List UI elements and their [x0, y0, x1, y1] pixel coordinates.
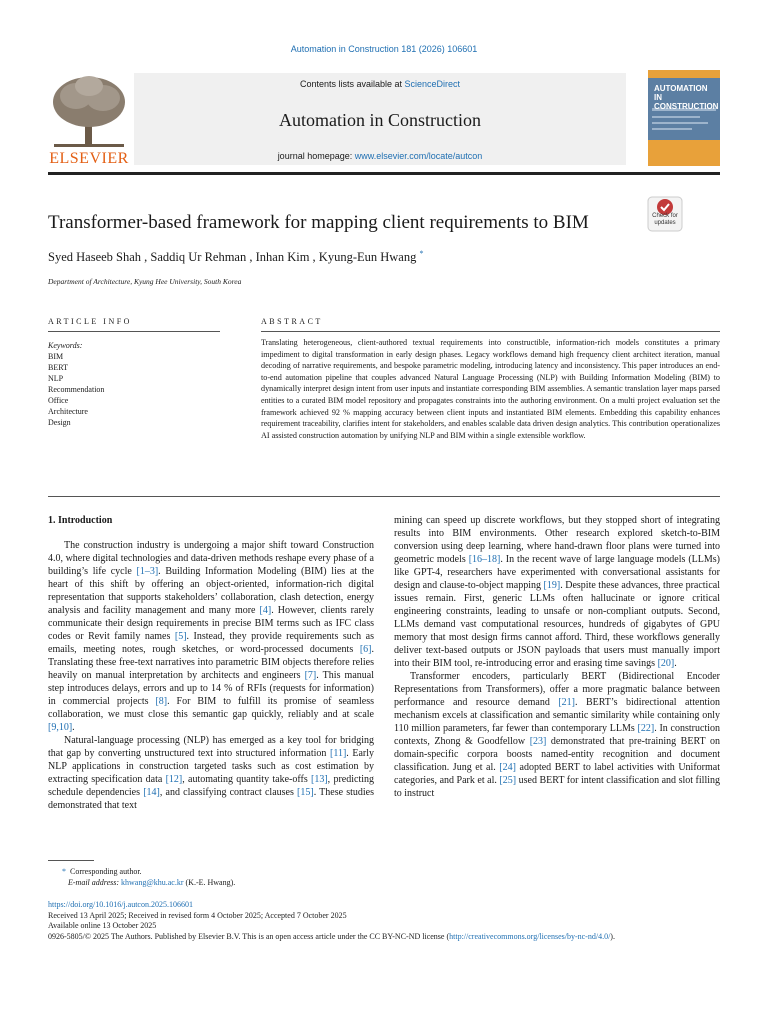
- license-suffix: ).: [610, 932, 615, 942]
- body-text: . BERT’s bidirectional attention mechanism excels at classification and semantic similarity while containing only 110 million parameters, far fewer than contemporary LLMs: [394, 697, 721, 734]
- license-line: [48, 932, 720, 943]
- journal-reference[interactable]: Automation in Construction 181 (2026) 106601: [290, 44, 478, 54]
- citation-link[interactable]: [25]: [499, 775, 517, 786]
- abstract-heading: ABSTRACT: [261, 317, 323, 326]
- corresponding-author-note: [48, 866, 720, 877]
- body-column-right: [394, 514, 720, 800]
- crossmark-line-1: Check for: [652, 213, 678, 219]
- keyword-item: BERT: [48, 363, 68, 372]
- keyword-item: Recommendation: [48, 385, 105, 394]
- header-rule: [48, 172, 720, 175]
- citation-link[interactable]: [6]: [359, 644, 372, 655]
- article-title: Transformer-based framework for mapping client requirements to BIM: [48, 212, 589, 233]
- homepage-prefix: journal homepage:: [277, 151, 355, 161]
- body-paragraph: [48, 734, 374, 812]
- crossmark-label: [642, 213, 688, 227]
- email-link[interactable]: khwang@khu.ac.kr: [121, 878, 184, 887]
- body-text: . However, clients rarely communicate their design requirements in precise BIM terms such as IFC class codes or Revit family names: [48, 605, 374, 642]
- citation-link[interactable]: [24]: [499, 762, 516, 773]
- citation-link[interactable]: [4]: [259, 605, 272, 616]
- body-text: The construction industry is undergoing a major shift toward Construction 4.0, where digital technologies and data-driven methods reshape every phase of a building’s life cycle: [48, 540, 374, 577]
- keyword-item: BIM: [48, 352, 64, 361]
- citation-link[interactable]: [23]: [529, 736, 547, 747]
- citation-link[interactable]: [22]: [637, 723, 655, 734]
- body-text: . In the recent wave of large language models (LLMs) like GPT-4, researchers have experimented with conversational assistants for design and clause-to-object mapping: [394, 554, 720, 591]
- body-rule: [48, 496, 720, 497]
- citation-link[interactable]: [19]: [543, 580, 561, 591]
- journal-title: Automation in Construction: [279, 110, 481, 130]
- body-text: . For BIM to fulfill its promise of seamless collaboration, we must close this semantic gap quickly, reliably and at scale: [48, 696, 374, 720]
- body-text: .: [674, 658, 677, 669]
- body-text: .: [72, 722, 75, 733]
- citation-link[interactable]: [8]: [155, 696, 168, 707]
- body-text: , automating quantity take-offs: [182, 774, 311, 785]
- citation-link[interactable]: [15]: [297, 787, 314, 798]
- citation-link[interactable]: [21]: [558, 697, 575, 708]
- footnote-mark[interactable]: *: [62, 867, 66, 876]
- keyword-item: Office: [48, 396, 69, 405]
- citation-link[interactable]: [1–3]: [136, 566, 159, 577]
- body-text: . These studies demonstrated that text: [48, 787, 375, 811]
- contents-line: [134, 79, 626, 89]
- license-link[interactable]: http://creativecommons.org/licenses/by-nc-nd/4.0/: [449, 932, 611, 942]
- footnote-rule: [48, 860, 94, 861]
- email-label: E-mail address:: [68, 878, 122, 887]
- available-online: Available online 13 October 2025: [48, 921, 157, 931]
- section-heading-introduction: 1. Introduction: [48, 515, 113, 526]
- citation-link[interactable]: [7]: [304, 670, 317, 681]
- publication-info: [48, 900, 720, 943]
- cover-title-line-2: CONSTRUCTION: [654, 102, 719, 111]
- body-text: Natural-language processing (NLP) has emerged as a key tool for bridging that gap by converting unstructured text into structured information: [48, 735, 374, 759]
- body-column-left: [48, 514, 374, 812]
- body-text: . Early NLP applications in construction targeted tasks such as cost estimation by extracting specification data: [48, 748, 374, 785]
- received-dates: Received 13 April 2025; Received in revised form 4 October 2025; Accepted 7 October 2025: [48, 910, 347, 920]
- license-prefix: 0926-5805/© 2025 The Authors. Published by Elsevier B.V. This is an open access article under the CC BY-NC-ND license (: [48, 932, 450, 942]
- abstract-text: Translating heterogeneous, client-authored textual requirements into constructible, information-rich models constitutes a primary impediment to digital transformation in early design phases. Legacy workflows demand high frequency client architect iteration, manual decoding of narrative requirements, and bespoke parametric modeling, introducing latency and inconsistency. This paper introduces an end-to-end automation pipeline that couples advanced Natural Language Processing (NLP) with Building Information Modeling (BIM) to dynamically interpret design intent from user inputs and instantiate corresponding BIM assemblies. A semantic translation layer maps parsed entities to a curated BIM model repository and propagates constraints into the authoring environment. On a multi project evaluation set the framework achieved 92 % mapping accuracy between client inputs and instantiated BIM elements. Embedding this capability enhances requirement traceability, clarifies intent for stakeholders, and enables scalable data driven design analytics. This contribution operationalizes AI assisted construction automation by unifying NLP and BIM within a single extensible workflow.: [261, 338, 720, 440]
- citation-link[interactable]: [13]: [311, 774, 328, 785]
- body-text: adopted BERT to label activities with Uniformat categories, and Park et al.: [394, 762, 720, 786]
- body-paragraph: [394, 514, 720, 670]
- keyword-item: Architecture: [48, 407, 88, 416]
- article-info-heading: ARTICLE INFO: [48, 317, 132, 326]
- journal-header: [48, 70, 720, 170]
- body-text: . This manual step introduces delays, errors and up to 14 % of RFIs (requests for information) in commercial projects: [48, 670, 374, 707]
- homepage-line: [134, 151, 626, 161]
- doi-link[interactable]: https://doi.org/10.1016/j.autcon.2025.106601: [48, 900, 193, 909]
- keyword-item: Design: [48, 418, 71, 427]
- contents-prefix: Contents lists available at: [299, 79, 405, 89]
- journal-banner: [134, 73, 626, 165]
- citation-link[interactable]: [12]: [165, 774, 183, 785]
- affiliation: Department of Architecture, Kyung Hee University, South Korea: [48, 277, 242, 286]
- homepage-link[interactable]: www.elsevier.com/locate/autcon: [354, 151, 483, 161]
- corresponding-author-text: Corresponding author.: [70, 867, 142, 876]
- journal-cover[interactable]: [648, 70, 720, 166]
- crossmark-line-2: updates: [654, 220, 676, 226]
- footnotes: [48, 866, 720, 888]
- citation-link[interactable]: [14]: [143, 787, 160, 798]
- email-suffix: (K.-E. Hwang).: [183, 878, 236, 887]
- body-text: . Building Information Modeling (BIM) lies at the heart of this shift by offering an object-oriented, information-rich digital representation that supports stakeholders’ collaboration, clash detection, energy analysis and facility management and many more: [48, 566, 374, 616]
- keywords-block: [48, 340, 218, 428]
- body-text: , and classifying contract clauses: [159, 787, 298, 798]
- body-text: . In construction contexts, Zhong & Goodfellow: [394, 723, 720, 747]
- corresponding-author-mark[interactable]: *: [419, 249, 424, 258]
- cover-title: [654, 84, 719, 111]
- citation-link[interactable]: [11]: [329, 748, 347, 759]
- body-text: used BERT for intent classification and slot filling to instruct: [394, 775, 721, 799]
- body-text: mining can speed up discrete workflows, but they stopped short of integrating results into BIM environments. Other research explored sketch-to-BIM conversion using deep learning, where hand-drawn floor plans were turned into geometric models: [394, 515, 720, 565]
- author-list: [48, 249, 423, 265]
- author-names[interactable]: Syed Haseeb Shah , Saddiq Ur Rehman , Inhan Kim , Kyung-Eun Hwang: [48, 250, 417, 265]
- citation-link[interactable]: [16–18]: [468, 554, 501, 565]
- body-text: . Instead, they provide requirements such as emails, meeting notes, rough sketches, or word-processed documents: [48, 631, 374, 655]
- body-text: Transformer encoders, particularly BERT (Bidirectional Encoder Representations from Transformers), offer a more pragmatic balance between performance and resource demand: [394, 671, 720, 708]
- keywords-label: Keywords:: [48, 341, 83, 350]
- elsevier-wordmark: ELSEVIER: [49, 150, 129, 167]
- citation-link[interactable]: [20]: [657, 658, 675, 669]
- body-text: . Translating these free-text narratives into parametric BIM objects therefore relies heavily on manual interpretation by architects and engineers: [48, 644, 374, 681]
- article-info-rule: [48, 331, 220, 332]
- citation-link[interactable]: [9,10]: [48, 722, 73, 733]
- body-paragraph: [48, 539, 374, 734]
- body-text: demonstrated that pre-training BERT on domain-specific corpora boosts named-entity recognition and document classification. Jung et al.: [394, 736, 720, 773]
- abstract-rule: [261, 331, 720, 332]
- citation-link[interactable]: [5]: [174, 631, 187, 642]
- email-note: [48, 877, 720, 888]
- body-text: , predicting schedule dependencies: [48, 774, 374, 798]
- keyword-item: NLP: [48, 374, 64, 383]
- body-paragraph: [394, 670, 720, 800]
- body-text: . Despite these advances, three practical issues remain. First, generic LLMs often hallucinate or ignore critical engineering constraints, leading to unsafe or non-compliant outputs. Second, LLMs demand vast computational resources, hundreds of gigabytes of GPU memory that most design firms cannot afford. Third, these workflows generally deliver text-based outputs or JSON payloads that users must manually import into their BIM tool, re-introducing error and erasing time savings: [394, 580, 720, 669]
- cover-title-line-1: AUTOMATION IN: [654, 84, 708, 102]
- sciencedirect-link[interactable]: ScienceDirect: [404, 79, 461, 89]
